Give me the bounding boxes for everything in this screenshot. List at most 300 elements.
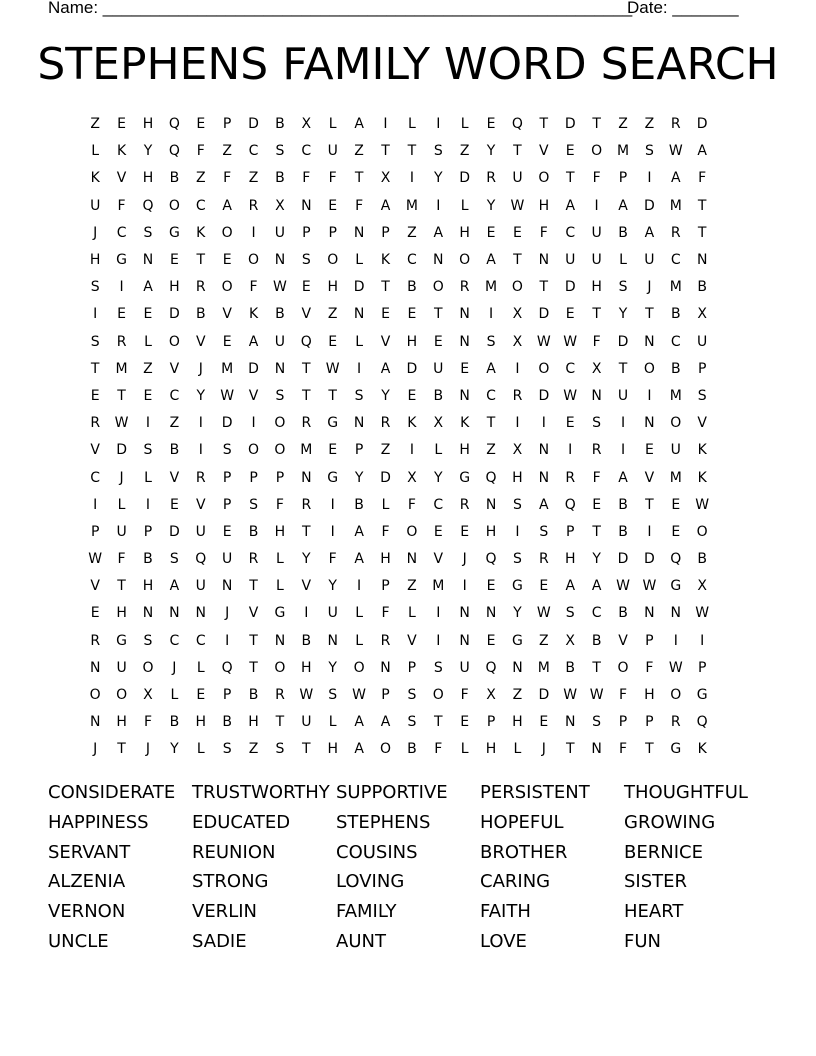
grid-letter: A xyxy=(354,551,364,568)
grid-letter: O xyxy=(221,279,233,296)
grid-letter: F xyxy=(302,170,311,187)
grid-letter: E xyxy=(486,224,496,241)
grid-letter: F xyxy=(539,224,548,241)
grid-letter: N xyxy=(512,659,523,676)
grid-letter: G xyxy=(168,224,180,241)
grid-letter: V xyxy=(195,496,206,513)
grid-letter: T xyxy=(302,360,311,377)
grid-letter: A xyxy=(143,279,153,296)
grid-letter: P xyxy=(381,578,390,595)
grid-letter: C xyxy=(565,224,576,241)
grid-letter: A xyxy=(380,360,391,377)
grid-letter: F xyxy=(117,551,126,568)
grid-letter: S xyxy=(433,659,443,676)
grid-letter: M xyxy=(669,197,682,214)
grid-letter: P xyxy=(645,632,654,649)
grid-letter: I xyxy=(700,632,705,649)
grid-letter: E xyxy=(513,224,522,241)
grid-letter: P xyxy=(645,714,654,731)
grid-letter: U xyxy=(274,224,286,241)
grid-letter: N xyxy=(301,197,312,214)
grid-letter: B xyxy=(407,741,417,758)
grid-letter: S xyxy=(222,741,232,758)
grid-row xyxy=(82,111,742,138)
grid-letter: I xyxy=(515,523,520,540)
word-list-item: HEART xyxy=(624,901,684,923)
grid-letter: I xyxy=(647,523,652,540)
grid-letter: T xyxy=(302,741,311,758)
grid-letter: N xyxy=(89,714,101,731)
grid-letter: B xyxy=(222,714,232,731)
grid-letter: Q xyxy=(564,496,576,513)
grid-row xyxy=(82,410,742,437)
grid-letter: I xyxy=(620,442,626,459)
grid-letter: H xyxy=(327,279,338,296)
grid-letter: V xyxy=(433,551,444,568)
grid-letter: H xyxy=(538,197,550,214)
grid-letter: D xyxy=(564,116,576,133)
grid-letter: H xyxy=(406,333,418,350)
grid-letter: T xyxy=(433,306,443,323)
grid-letter: N xyxy=(142,605,154,622)
grid-letter: B xyxy=(618,605,628,622)
grid-letter: E xyxy=(196,687,206,704)
grid-letter: P xyxy=(328,224,337,241)
grid-letter: S xyxy=(328,687,338,704)
grid-letter: N xyxy=(591,387,602,404)
grid-letter: G xyxy=(670,578,682,595)
name-field-label: Name: ________________________________________________________ xyxy=(48,0,633,17)
grid-letter: I xyxy=(436,197,441,214)
grid-letter: U xyxy=(195,578,206,595)
grid-letter: O xyxy=(168,333,180,350)
grid-letter: H xyxy=(169,279,180,296)
grid-letter: T xyxy=(354,170,364,187)
grid-letter: B xyxy=(618,224,628,241)
grid-letter: H xyxy=(564,551,576,568)
grid-letter: H xyxy=(644,687,655,704)
grid-letter: S xyxy=(275,741,285,758)
grid-letter: V xyxy=(301,578,312,595)
grid-letter: J xyxy=(93,741,98,758)
grid-letter: K xyxy=(196,224,206,241)
grid-letter: P xyxy=(249,469,258,486)
grid-letter: Q xyxy=(485,469,497,486)
grid-letter: N xyxy=(353,224,365,241)
grid-letter: W xyxy=(299,687,314,704)
grid-letter: I xyxy=(225,632,230,649)
grid-letter: N xyxy=(353,415,365,432)
grid-letter: L xyxy=(355,632,363,649)
grid-letter: O xyxy=(327,252,339,269)
grid-letter: I xyxy=(357,360,362,377)
grid-letter: A xyxy=(565,197,576,214)
grid-letter: R xyxy=(670,224,681,241)
grid-letter: C xyxy=(195,197,206,214)
grid-letter: W xyxy=(668,659,683,676)
grid-letter: W xyxy=(536,605,551,622)
grid-letter: T xyxy=(275,714,285,731)
grid-letter: E xyxy=(222,333,232,350)
grid-letter: B xyxy=(169,442,180,459)
word-list-item: LOVE xyxy=(480,930,527,952)
grid-letter: S xyxy=(143,632,153,649)
grid-letter: D xyxy=(248,116,259,133)
grid-letter: Z xyxy=(380,442,391,459)
grid-letter: C xyxy=(591,605,602,622)
grid-letter: Q xyxy=(485,659,497,676)
grid-letter: H xyxy=(512,714,523,731)
word-list-item: STEPHENS xyxy=(336,811,431,833)
grid-letter: N xyxy=(221,578,233,595)
grid-letter: I xyxy=(93,496,98,513)
grid-letter: L xyxy=(117,496,126,513)
grid-letter: N xyxy=(459,333,470,350)
grid-letter: R xyxy=(670,116,681,133)
grid-letter: F xyxy=(592,170,601,187)
grid-letter: C xyxy=(169,387,180,404)
grid-letter: I xyxy=(251,415,256,432)
grid-letter: N xyxy=(644,415,655,432)
grid-letter: E xyxy=(222,252,232,269)
grid-letter: Z xyxy=(90,116,100,133)
grid-letter: Z xyxy=(459,143,470,160)
grid-letter: N xyxy=(89,659,101,676)
grid-letter: D xyxy=(221,415,233,432)
grid-letter: W xyxy=(352,687,367,704)
grid-letter: R xyxy=(248,551,259,568)
grid-letter: D xyxy=(248,360,259,377)
grid-letter: M xyxy=(221,360,234,377)
grid-letter: H xyxy=(591,279,602,296)
grid-letter: T xyxy=(381,279,390,296)
grid-letter: G xyxy=(327,415,339,432)
grid-letter: Y xyxy=(196,387,206,404)
grid-letter: U xyxy=(274,333,286,350)
grid-letter: B xyxy=(433,387,444,404)
word-list-item: BERNICE xyxy=(624,841,703,863)
grid-letter: S xyxy=(222,442,232,459)
grid-letter: H xyxy=(116,605,127,622)
grid-letter: N xyxy=(644,605,655,622)
grid-letter: Z xyxy=(222,143,232,160)
grid-letter: N xyxy=(142,252,154,269)
grid-letter: N xyxy=(485,605,497,622)
grid-row xyxy=(82,519,742,546)
grid-letter: T xyxy=(697,224,707,241)
grid-letter: R xyxy=(275,687,285,704)
grid-letter: W xyxy=(325,360,340,377)
grid-letter: O xyxy=(511,279,523,296)
grid-letter: S xyxy=(275,143,285,160)
grid-letter: T xyxy=(433,714,443,731)
grid-letter: F xyxy=(196,143,205,160)
grid-letter: X xyxy=(407,469,417,486)
grid-letter: D xyxy=(168,306,180,323)
grid-letter: I xyxy=(673,632,678,649)
grid-letter: E xyxy=(301,279,311,296)
grid-letter: P xyxy=(381,224,390,241)
grid-letter: F xyxy=(592,333,601,350)
grid-letter: O xyxy=(432,279,444,296)
grid-letter: O xyxy=(274,659,286,676)
grid-letter: G xyxy=(116,252,128,269)
grid-letter: S xyxy=(143,224,153,241)
grid-letter: V xyxy=(195,333,206,350)
grid-letter: C xyxy=(248,143,259,160)
grid-letter: Q xyxy=(696,714,708,731)
grid-letter: T xyxy=(90,360,100,377)
grid-letter: P xyxy=(486,714,496,731)
grid-letter: M xyxy=(616,143,630,160)
word-list-item: SERVANT xyxy=(48,841,131,863)
grid-letter: D xyxy=(353,279,365,296)
grid-letter: I xyxy=(594,197,599,214)
grid-letter: V xyxy=(169,360,180,377)
grid-letter: U xyxy=(697,333,708,350)
grid-letter: X xyxy=(697,578,707,595)
grid-letter: H xyxy=(142,116,154,133)
grid-letter: S xyxy=(592,415,602,432)
grid-letter: X xyxy=(591,360,602,377)
grid-letter: A xyxy=(248,333,259,350)
grid-letter: Q xyxy=(300,333,312,350)
grid-letter: E xyxy=(539,578,549,595)
grid-letter: L xyxy=(460,197,469,214)
grid-row xyxy=(82,274,742,301)
grid-letter: I xyxy=(436,605,441,622)
grid-letter: Y xyxy=(486,197,496,214)
grid-letter: G xyxy=(512,578,523,595)
grid-letter: M xyxy=(669,469,682,486)
grid-letter: U xyxy=(644,252,655,269)
grid-letter: E xyxy=(460,523,470,540)
grid-letter: A xyxy=(433,224,444,241)
grid-letter: J xyxy=(541,741,546,758)
grid-letter: F xyxy=(381,605,390,622)
grid-letter: U xyxy=(116,523,127,540)
grid-letter: E xyxy=(486,632,496,649)
grid-letter: K xyxy=(90,170,100,187)
grid-letter: S xyxy=(249,496,258,513)
grid-letter: F xyxy=(698,170,707,187)
grid-letter: F xyxy=(355,197,364,214)
grid-letter: T xyxy=(618,360,628,377)
grid-letter: T xyxy=(302,523,311,540)
grid-letter: Z xyxy=(169,415,180,432)
grid-letter: I xyxy=(620,415,626,432)
grid-letter: W xyxy=(589,687,604,704)
grid-letter: U xyxy=(512,170,523,187)
grid-letter: M xyxy=(432,578,445,595)
grid-letter: F xyxy=(249,279,258,296)
grid-letter: B xyxy=(195,306,206,323)
word-list-item: REUNION xyxy=(192,841,276,863)
grid-letter: P xyxy=(566,523,575,540)
grid-letter: N xyxy=(169,605,180,622)
grid-letter: U xyxy=(116,659,127,676)
grid-letter: N xyxy=(274,632,286,649)
grid-letter: L xyxy=(355,252,363,269)
grid-letter: O xyxy=(248,442,260,459)
grid-letter: S xyxy=(90,333,100,350)
grid-letter: F xyxy=(381,523,390,540)
grid-letter: S xyxy=(539,523,549,540)
grid-letter: P xyxy=(222,496,232,513)
grid-letter: D xyxy=(538,306,550,323)
grid-letter: E xyxy=(539,714,549,731)
grid-letter: P xyxy=(354,442,364,459)
grid-letter: O xyxy=(538,170,550,187)
grid-letter: W xyxy=(273,279,287,296)
grid-letter: R xyxy=(538,551,549,568)
grid-letter: T xyxy=(249,659,258,676)
grid-letter: K xyxy=(460,415,470,432)
grid-letter: V xyxy=(697,415,707,432)
grid-letter: Z xyxy=(248,741,259,758)
grid-letter: N xyxy=(696,252,708,269)
word-list-item: FAMILY xyxy=(336,901,397,923)
grid-letter: Z xyxy=(248,170,259,187)
grid-letter: H xyxy=(380,551,391,568)
grid-letter: T xyxy=(565,741,575,758)
grid-letter: Y xyxy=(381,387,390,404)
grid-letter: J xyxy=(647,279,652,296)
grid-letter: K xyxy=(697,741,707,758)
grid-letter: S xyxy=(486,333,496,350)
grid-letter: L xyxy=(407,605,416,622)
grid-letter: R xyxy=(248,197,259,214)
grid-letter: P xyxy=(302,224,311,241)
grid-letter: M xyxy=(300,442,313,459)
grid-letter: W xyxy=(563,687,578,704)
grid-letter: C xyxy=(486,387,496,404)
grid-letter: N xyxy=(670,605,682,622)
grid-letter: L xyxy=(328,116,337,133)
grid-letter: G xyxy=(116,632,128,649)
grid-letter: G xyxy=(274,605,286,622)
grid-letter: U xyxy=(195,523,206,540)
word-list-item: BROTHER xyxy=(480,841,568,863)
grid-letter: T xyxy=(645,741,654,758)
grid-letter: G xyxy=(670,741,682,758)
grid-letter: U xyxy=(90,197,101,214)
grid-letter: S xyxy=(169,551,179,568)
grid-letter: U xyxy=(327,605,338,622)
grid-letter: D xyxy=(116,442,127,459)
grid-letter: O xyxy=(274,415,286,432)
grid-letter: A xyxy=(354,714,364,731)
grid-letter: E xyxy=(328,333,338,350)
grid-letter: E xyxy=(433,523,443,540)
grid-letter: I xyxy=(409,170,414,187)
grid-letter: K xyxy=(116,143,127,160)
grid-letter: E xyxy=(671,523,681,540)
grid-letter: E xyxy=(565,415,575,432)
grid-letter: B xyxy=(275,170,285,187)
grid-letter: T xyxy=(697,197,707,214)
grid-letter: T xyxy=(328,387,337,404)
grid-letter: B xyxy=(565,659,576,676)
grid-letter: I xyxy=(515,415,520,432)
grid-letter: J xyxy=(462,551,467,568)
grid-letter: E xyxy=(486,116,496,133)
grid-letter: U xyxy=(222,551,233,568)
grid-letter: W xyxy=(563,387,578,404)
grid-letter: E xyxy=(117,116,127,133)
grid-letter: W xyxy=(616,578,630,595)
grid-letter: E xyxy=(433,333,443,350)
grid-letter: E xyxy=(328,442,338,459)
grid-letter: N xyxy=(485,496,497,513)
grid-letter: H xyxy=(142,170,154,187)
grid-letter: K xyxy=(407,415,417,432)
grid-letter: Q xyxy=(670,551,682,568)
grid-letter: N xyxy=(274,360,286,377)
grid-letter: S xyxy=(301,252,311,269)
grid-letter: R xyxy=(90,632,101,649)
grid-letter: Y xyxy=(354,469,364,486)
grid-letter: B xyxy=(248,687,259,704)
grid-letter: Z xyxy=(539,632,549,649)
grid-letter: M xyxy=(537,659,550,676)
word-list-item: HAPPINESS xyxy=(48,811,149,833)
grid-letter: N xyxy=(406,551,418,568)
grid-letter: F xyxy=(407,496,416,513)
grid-letter: A xyxy=(697,143,707,160)
grid-letter: B xyxy=(143,551,153,568)
grid-letter: P xyxy=(381,687,390,704)
grid-letter: V xyxy=(90,578,100,595)
grid-letter: I xyxy=(93,306,98,323)
grid-letter: W xyxy=(695,605,710,622)
grid-letter: N xyxy=(459,306,470,323)
grid-row xyxy=(82,655,742,682)
grid-letter: E xyxy=(381,306,390,323)
grid-letter: H xyxy=(459,442,470,459)
grid-letter: L xyxy=(328,714,337,731)
word-list-item: TRUSTWORTHY xyxy=(192,782,330,803)
grid-letter: F xyxy=(592,469,601,486)
grid-letter: F xyxy=(618,687,628,704)
grid-letter: T xyxy=(592,659,601,676)
grid-letter: F xyxy=(618,741,628,758)
grid-letter: I xyxy=(198,442,203,459)
grid-letter: O xyxy=(221,224,233,241)
grid-letter: L xyxy=(91,143,100,160)
grid-letter: S xyxy=(433,143,443,160)
grid-letter: Y xyxy=(328,578,337,595)
grid-letter: Q xyxy=(221,659,233,676)
grid-letter: S xyxy=(90,279,100,296)
grid-letter: M xyxy=(669,279,682,296)
word-list-item: GROWING xyxy=(624,811,716,833)
grid-letter: B xyxy=(618,496,628,513)
grid-letter: N xyxy=(327,632,338,649)
grid-letter: R xyxy=(90,415,101,432)
grid-letter: I xyxy=(568,442,573,459)
grid-letter: J xyxy=(198,360,203,377)
grid-letter: V xyxy=(116,170,127,187)
grid-letter: E xyxy=(143,306,153,323)
word-list-item: EDUCATED xyxy=(192,811,291,833)
grid-letter: Z xyxy=(512,687,523,704)
grid-letter: W xyxy=(220,387,235,404)
grid-letter: N xyxy=(591,741,602,758)
grid-letter: F xyxy=(223,170,232,187)
grid-letter: L xyxy=(276,578,284,595)
grid-letter: X xyxy=(512,306,523,323)
